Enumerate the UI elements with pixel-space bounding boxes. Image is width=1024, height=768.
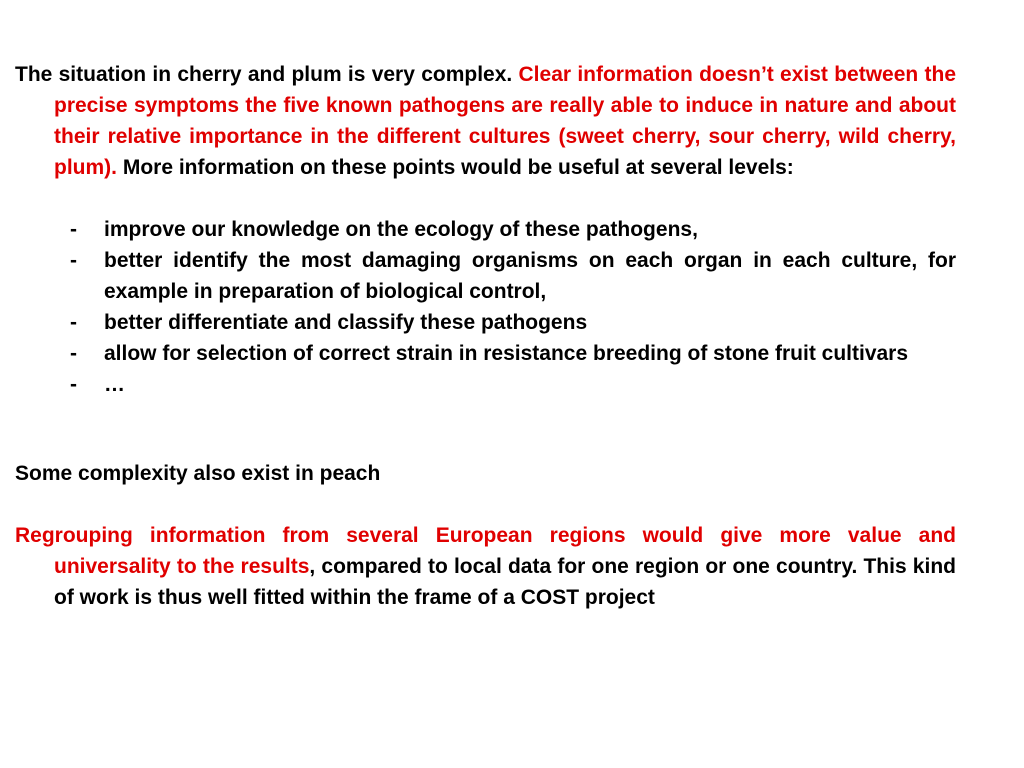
list-item-text: improve our knowledge on the ecology of these pathogens, [104, 218, 698, 241]
paragraph-cherry-plum [15, 59, 956, 183]
list-item [70, 307, 956, 338]
list-item-text: better identify the most damaging organisms on each organ in each culture, for example in preparation of biological control, [104, 249, 956, 303]
bullet-dash: - [70, 218, 77, 241]
continuation-text: , compared to local data for one region or one country. This kind of work is thus well fitted within the frame of a COST project [54, 555, 956, 609]
bullet-dash: - [70, 249, 77, 272]
intro-text: The situation in cherry and plum is very complex. [15, 63, 519, 86]
emphasis-text: Regrouping information from several European regions would give more value and universality to the results [15, 524, 956, 578]
list-item-text: … [104, 373, 125, 396]
benefits-list [70, 214, 956, 400]
peach-text: Some complexity also exist in peach [15, 462, 381, 485]
paragraph-peach [15, 458, 956, 489]
list-item [70, 369, 956, 400]
list-item [70, 214, 956, 245]
continuation-text: More information on these points would be useful at several levels: [117, 156, 794, 179]
bullet-dash: - [70, 373, 77, 396]
bullet-dash: - [70, 342, 77, 365]
emphasis-text: Clear information doesn’t exist between the precise symptoms the five known pathogens are really able to induce in nature and about their relative importance in the different cultures (sweet cherry, sour cherry, wild cherry, plum). [54, 63, 957, 179]
list-item-text: allow for selection of correct strain in resistance breeding of stone fruit cultivars [104, 342, 909, 365]
list-item [70, 338, 956, 369]
list-item-text: better differentiate and classify these pathogens [104, 311, 588, 334]
paragraph-cost-project [15, 520, 956, 613]
list-item [70, 245, 956, 307]
bullet-dash: - [70, 311, 77, 334]
